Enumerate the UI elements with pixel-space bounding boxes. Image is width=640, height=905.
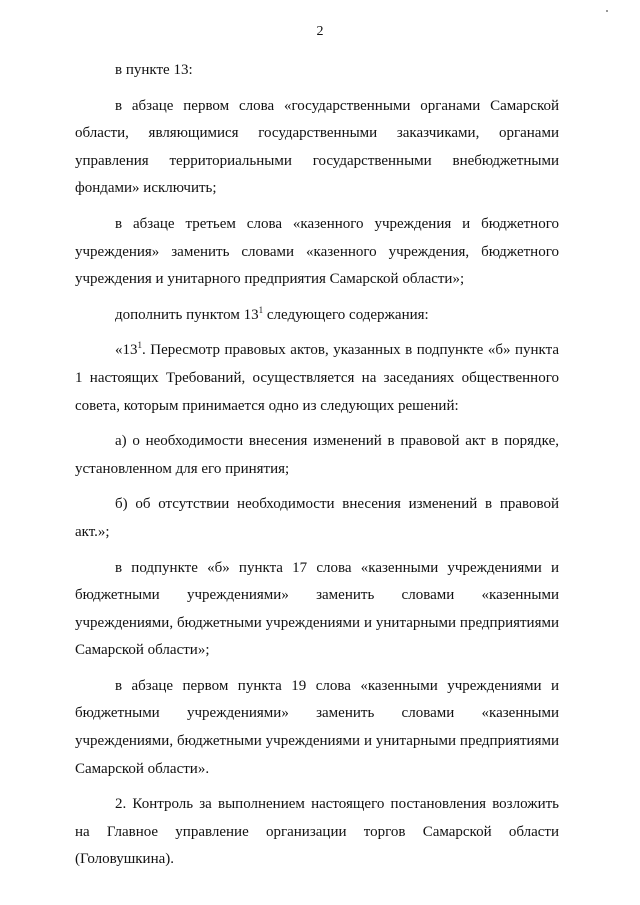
paragraph-item-19: в абзаце первом пункта 19 слова «казенными учреждениями и бюджетными учреждениями» заменить словами «казенными учреждениями, бюджетными учреждениями и унитарными предприятиями Самарской области». (75, 677, 559, 777)
paragraph-control: 2. Контроль за выполнением настоящего постановления возложить на Главное управление организации торгов Самарской области (Головушкина). (75, 796, 559, 868)
paragraph-item-13-heading: в пункте 13: (115, 62, 193, 78)
paragraph-item-13-1-text (75, 337, 559, 420)
document-body (75, 57, 559, 882)
superscript: 1 (137, 340, 142, 351)
superscript: 1 (258, 304, 264, 315)
paragraph-decision-a: а) о необходимости внесения изменений в правовой акт в порядке, установленном для его принятия; (75, 433, 559, 477)
scan-speck (606, 10, 608, 12)
paragraph-text-part: дополнить пунктом 13 (115, 306, 259, 323)
paragraph-abzac-third: в абзаце третьем слова «казенного учреждения и бюджетного учреждения» заменить словами «казенного учреждения, бюджетного учреждения и унитарного предприятия Самарской области»; (75, 215, 559, 288)
paragraph-text-part: . Пересмотр правовых актов, указанных в подпункте «б» пункта 1 настоящих Требований, осуществляется на заседаниях общественного совета, которым принимается одно из следующих решений: (75, 342, 559, 414)
paragraph-item-17: в подпункте «б» пункта 17 слова «казенными учреждениями и бюджетными учреждениями» заменить словами «казенными учреждениями, бюджетными учреждениями и унитарными предприятиями Самарской области»; (75, 559, 559, 659)
page-number: 2 (316, 24, 324, 39)
paragraph-decision-b: б) об отсутствии необходимости внесения изменений в правовой акт.»; (75, 496, 559, 540)
paragraph-text-part: следующего содержания: (263, 306, 429, 323)
paragraph-abzac-first: в абзаце первом слова «государственными органами Самарской области, являющимися государственными заказчиками, органами управления территориальными государственными внебюджетными фондами» исключить; (75, 97, 559, 197)
paragraph-text-part: «13 (115, 342, 138, 359)
paragraph-add-item-13-1 (75, 302, 559, 330)
